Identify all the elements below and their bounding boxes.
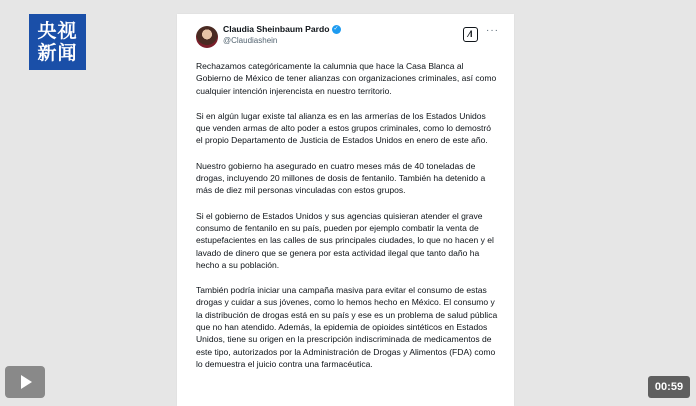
cctv-news-logo — [29, 14, 86, 70]
verified-badge-icon: ✓ — [333, 26, 339, 33]
post-body — [196, 60, 498, 383]
more-options-icon[interactable]: ··· — [486, 25, 499, 36]
grok-icon[interactable]: ⁄I — [463, 27, 478, 42]
video-duration: 00:59 — [648, 376, 690, 398]
author-name-text: Claudia Sheinbaum Pardo — [223, 24, 330, 34]
author-name[interactable] — [223, 24, 341, 34]
post-paragraph-4: Si el gobierno de Estados Unidos y sus agencias quisieran atender el grave consumo de fentanilo en su país, pueden por ejemplo combatir la venta de estupefacientes en las calles de sus principales ciudades, lo que no hacen y el lavado de dinero que se genera por esta actividad ilegal que tanto daño ha hecho a su población. — [196, 210, 494, 270]
post-paragraph-5: También podría iniciar una campaña masiva para evitar el consumo de estas drogas y cuidar a sus jóvenes, como lo hemos hecho en México. El consumo y la distribución de drogas está en su país y ese es un problema de salud pública que no han atendido. Además, la epidemia de opioides sintéticos en Estados Unidos, tiene su origen en la prescripción indiscriminada de medicamentos de este tipo, autorizados por la Administración de Drogas y Alimentos (FDA) como lo demuestra el juicio contra una farmacéutica. — [196, 285, 498, 369]
logo-line-2: 新闻 — [37, 42, 78, 64]
play-icon — [21, 375, 32, 389]
post-paragraph-1: Rechazamos categóricamente la calumnia que hace la Casa Blanca al Gobierno de México de tener alianzas con organizaciones criminales, así como cualquier intención injerencista en nuestro territorio. — [196, 61, 497, 96]
post-paragraph-3: Nuestro gobierno ha asegurado en cuatro meses más de 40 toneladas de drogas, incluyendo 20 millones de dosis de fentanilo. También ha detenido a más de diez mil personas vinculadas con estos grupos. — [196, 160, 486, 196]
post-paragraph-2: Si en algún lugar existe tal alianza es en las armerías de los Estados Unidos que venden armas de alto poder a estos grupos criminales, como lo demostró el propio Departamento de Justicia de Estados Unidos en enero de este año. — [196, 110, 492, 146]
avatar[interactable] — [196, 26, 218, 48]
post-header — [196, 24, 499, 52]
author-handle[interactable]: @Claudiashein — [223, 36, 278, 45]
logo-line-1: 央视 — [37, 20, 78, 42]
play-button[interactable] — [5, 366, 45, 398]
